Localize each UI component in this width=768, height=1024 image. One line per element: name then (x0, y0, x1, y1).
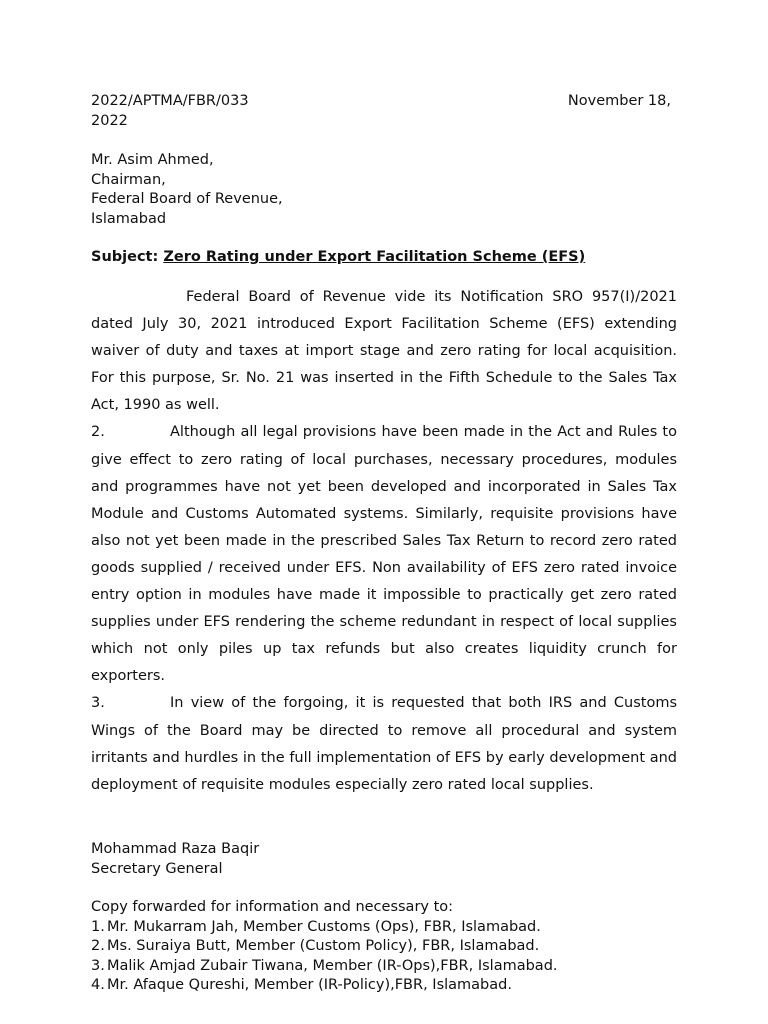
paragraph-2 (91, 419, 677, 690)
reference-date-row (91, 92, 677, 131)
paragraph-1-text: Federal Board of Revenue vide its Notification SRO 957(I)/2021 dated July 30, 2021 introduced Export Facilitation Scheme (EFS) extending waiver of duty and taxes at import stage and zero rating for local acquisition. For this purpose, Sr. No. 21 was inserted in the Fifth Schedule to the Sales Tax Act, 1990 as well. (91, 289, 677, 414)
list-item: 2. Ms. Suraiya Butt, Member (Custom Policy), FBR, Islamabad. (91, 938, 540, 955)
signature-block (91, 840, 259, 879)
list-item: 4. Mr. Afaque Qureshi, Member (IR-Policy),FBR, Islamabad. (91, 977, 512, 994)
list-item: 3. Malik Amjad Zubair Tiwana, Member (IR-Ops),FBR, Islamabad. (91, 957, 558, 974)
subject-text: Zero Rating under Export Facilitation Scheme (EFS) (163, 249, 586, 265)
paragraph-3 (91, 690, 677, 798)
copy-forwarded-list (91, 918, 558, 996)
paragraph-2-text: Although all legal provisions have been made in the Act and Rules to give effect to zero rating of local purchases, necessary procedures, modules and programmes have not yet been developed and incorporated in Sales Tax Module and Customs Automated systems. Similarly, requisite provisions have also not yet been made in the prescribed Sales Tax Return to record zero rated goods supplied / received under EFS. Non availability of EFS zero rated invoice entry option in modules have made it impossible to practically get zero rated supplies under EFS rendering the scheme redundant in respect of local supplies which not only piles up tax refunds but also creates liquidity crunch for exporters. (91, 424, 677, 685)
paragraph-3-text: In view of the forgoing, it is requested that both IRS and Customs Wings of the Board may be directed to remove all procedural and system irritants and hurdles in the full implementation of EFS by early development and deployment of requisite modules especially zero rated local supplies. (91, 695, 677, 793)
paragraph-1 (91, 284, 677, 419)
signatory-name: Mohammad Raza Baqir (91, 841, 260, 857)
recipient-name: Mr. Asim Ahmed, (91, 152, 214, 168)
recipient-city: Islamabad (91, 210, 167, 227)
list-item: 1. Mr. Mukarram Jah, Member Customs (Ops), FBR, Islamabad. (91, 918, 541, 935)
signatory-designation: Secretary General (91, 860, 223, 877)
recipient-address (91, 151, 283, 229)
letter-date: November 18, (567, 93, 671, 109)
paragraph-2-number: 2. (91, 424, 105, 441)
paragraph-3-number: 3. (91, 695, 105, 712)
subject-label: Subject: (91, 249, 159, 265)
letter-body (91, 284, 677, 799)
copy-forwarded-heading: Copy forwarded for information and necessary to: (91, 899, 454, 915)
reference-number: 2022/APTMA/FBR/033 (91, 93, 249, 109)
letter-date-year: 2022 (91, 112, 128, 129)
copy-forwarded-block (91, 898, 558, 996)
recipient-title: Chairman, (91, 171, 166, 188)
subject-line (91, 248, 585, 268)
recipient-organization: Federal Board of Revenue, (91, 191, 283, 208)
